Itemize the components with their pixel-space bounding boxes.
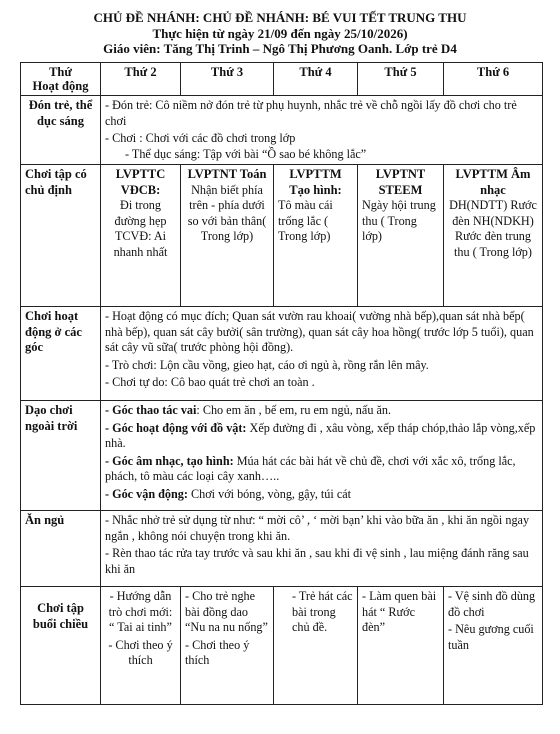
row-label: Chơi hoạt động ở các góc [21,307,101,401]
afternoon-cell [181,587,274,705]
afternoon-cell [274,587,358,705]
lesson-cell [181,165,274,307]
row-don-tre [21,96,543,165]
activity-text: - Vệ sinh đồ dùng đồ chơi [448,589,536,619]
corner-name: - Góc vận động: [105,486,188,501]
row-content [101,401,543,511]
corner-name: - Góc hoạt động với đồ vật: [105,420,247,435]
lesson-cell [358,165,444,307]
lesson-cell [444,165,543,307]
col-friday: Thứ 6 [444,63,543,96]
corner-item [105,487,538,503]
row-label: Chơi tập có chủ định [21,165,101,307]
row-ngoai-troi [21,401,543,511]
row-content [101,96,543,165]
activity-text: - Chơi theo ý thích [108,637,173,667]
row-an-ngu [21,511,543,587]
row-label: Dạo chơi ngoài trời [21,401,101,511]
lesson-title: LVPTTM Tạo hình: [289,167,342,197]
lesson-cell [274,165,358,307]
text-line: - Hoạt động có mục đích; Quan sát vườn rau khoai( vường nhà bếp),quan sát nhà bếp( nhà bếp), quan sát cây bưởi( sân trường), quan sát cây hoa hồng( trước lớp 5 tuổi), quan sát cây vũ sữa( trước phòng hội đồng). [105,309,534,354]
lesson-body: Tô màu cái trống lắc ( Trong lớp) [278,198,333,243]
corner-desc: Múa hát các bài hát về chủ đề, chơi với xắc xô, trống lắc, phách, tô màu các loại cây xanh….. [105,453,516,483]
text-line: - Thể dục sáng: Tập với bài “Ồ sao bé không lắc” [125,146,367,161]
row-goc [21,307,543,401]
activity-text: - Chơi theo ý thích [185,637,250,667]
text-line: - Đón trẻ: Cô niềm nở đón trẻ từ phụ huynh, nhắc trẻ về chỗ ngồi lấy đồ chơi cho trẻ chơi [105,98,517,128]
text-line: - Nhắc nhở trẻ sử dụng từ như: “ mời cô’ , ‘ mời bạn’ khi vào bữa ăn , khi ăn ngồi ngay ngắn , không nói chuyện trong khi ăn. [105,513,530,543]
corner-name: - Góc âm nhạc, tạo hình: [105,453,234,468]
document-header [0,0,560,57]
lesson-body: Đi trong đường hẹp TCVĐ: Ai nhanh nhất [113,198,168,259]
corner-name: - Góc thao tác vai [105,403,197,417]
corner-desc: Chơi với bóng, vòng, gậy, túi cát [187,486,352,501]
corner-desc: : Cho em ăn , bế em, ru em ngủ, nấu ăn. [196,403,392,417]
row-label: Ăn ngủ [21,511,101,587]
lesson-cell [101,165,181,307]
afternoon-cell [101,587,181,705]
row-content [101,511,543,587]
header-dates: Thực hiện từ ngày 21/09 đến ngày 25/10/2026) [152,25,408,41]
lesson-body: Nhận biết phía trên - phía dưới so với bản thân( Trong lớp) [187,182,267,243]
corner-desc: Xếp đường đi , xâu vòng, xếp tháp chóp,thảo lắp vòng,xếp nhà. [105,420,536,450]
text-line: - Chơi tự do: Cô bao quát trẻ chơi an toàn . [105,375,315,389]
column-header-row [21,63,543,96]
lesson-title: LVPTNT STEEM [375,167,426,197]
lesson-body: DH(NDTT) Rước đèn NH(NDKH) Rước đèn trung thu ( Trong lớp) [449,198,537,259]
activity-text: - Trẻ hát các bài trong chủ đề. [292,589,353,634]
text-line: - Rèn thao tác rửa tay trước và sau khi ăn , sau khi đi vệ sinh , lau miệng đánh răng sau khi ăn [105,546,529,576]
row-chieu [21,587,543,705]
header-title: CHỦ ĐỀ NHÁNH: CHỦ ĐỀ NHÁNH: BÉ VUI TẾT TRUNG THU [93,10,467,25]
col-activity: Thứ Hoạt động [21,63,101,96]
activity-text: - Hướng dẫn trò chơi mới: “ Tai ai tinh” [108,589,173,634]
col-tuesday: Thứ 3 [181,63,274,96]
corner-item [105,403,538,419]
row-content [101,307,543,401]
corner-item [105,454,538,485]
lesson-body: Ngày hội trung thu ( Trong lớp) [362,198,436,243]
text-line: - Chơi : Chơi với các đồ chơi trong lớp [105,131,296,145]
col-monday: Thứ 2 [101,63,181,96]
activity-text: - Làm quen bài hát “ Rước đèn” [362,589,437,634]
text-line: - Trò chơi: Lộn cầu vồng, gieo hạt, cáo ơi ngủ à, rồng rắn lên mây. [105,357,429,372]
row-choi-tap [21,165,543,307]
afternoon-cell [444,587,543,705]
row-label: Chơi tập buổi chiều [21,587,101,705]
lesson-title: LVPTTC VĐCB: [115,167,166,197]
lesson-title: LVPTTM Âm nhạc [455,167,531,197]
row-label: Đón trẻ, thể dục sáng [21,96,101,165]
lesson-title: LVPTNT Toán [187,167,267,181]
col-wednesday: Thứ 4 [274,63,358,96]
activity-text: - Cho trẻ nghe bài đồng dao “Nu na nu nống” [185,589,268,634]
corner-item [105,421,538,452]
schedule-table [20,62,543,705]
col-thursday: Thứ 5 [358,63,444,96]
header-teachers: Giáo viên: Tăng Thị Trinh – Ngô Thị Phương Oanh. Lớp trẻ D4 [103,41,457,56]
afternoon-cell [358,587,444,705]
activity-text: - Nêu gương cuối tuần [448,622,534,652]
